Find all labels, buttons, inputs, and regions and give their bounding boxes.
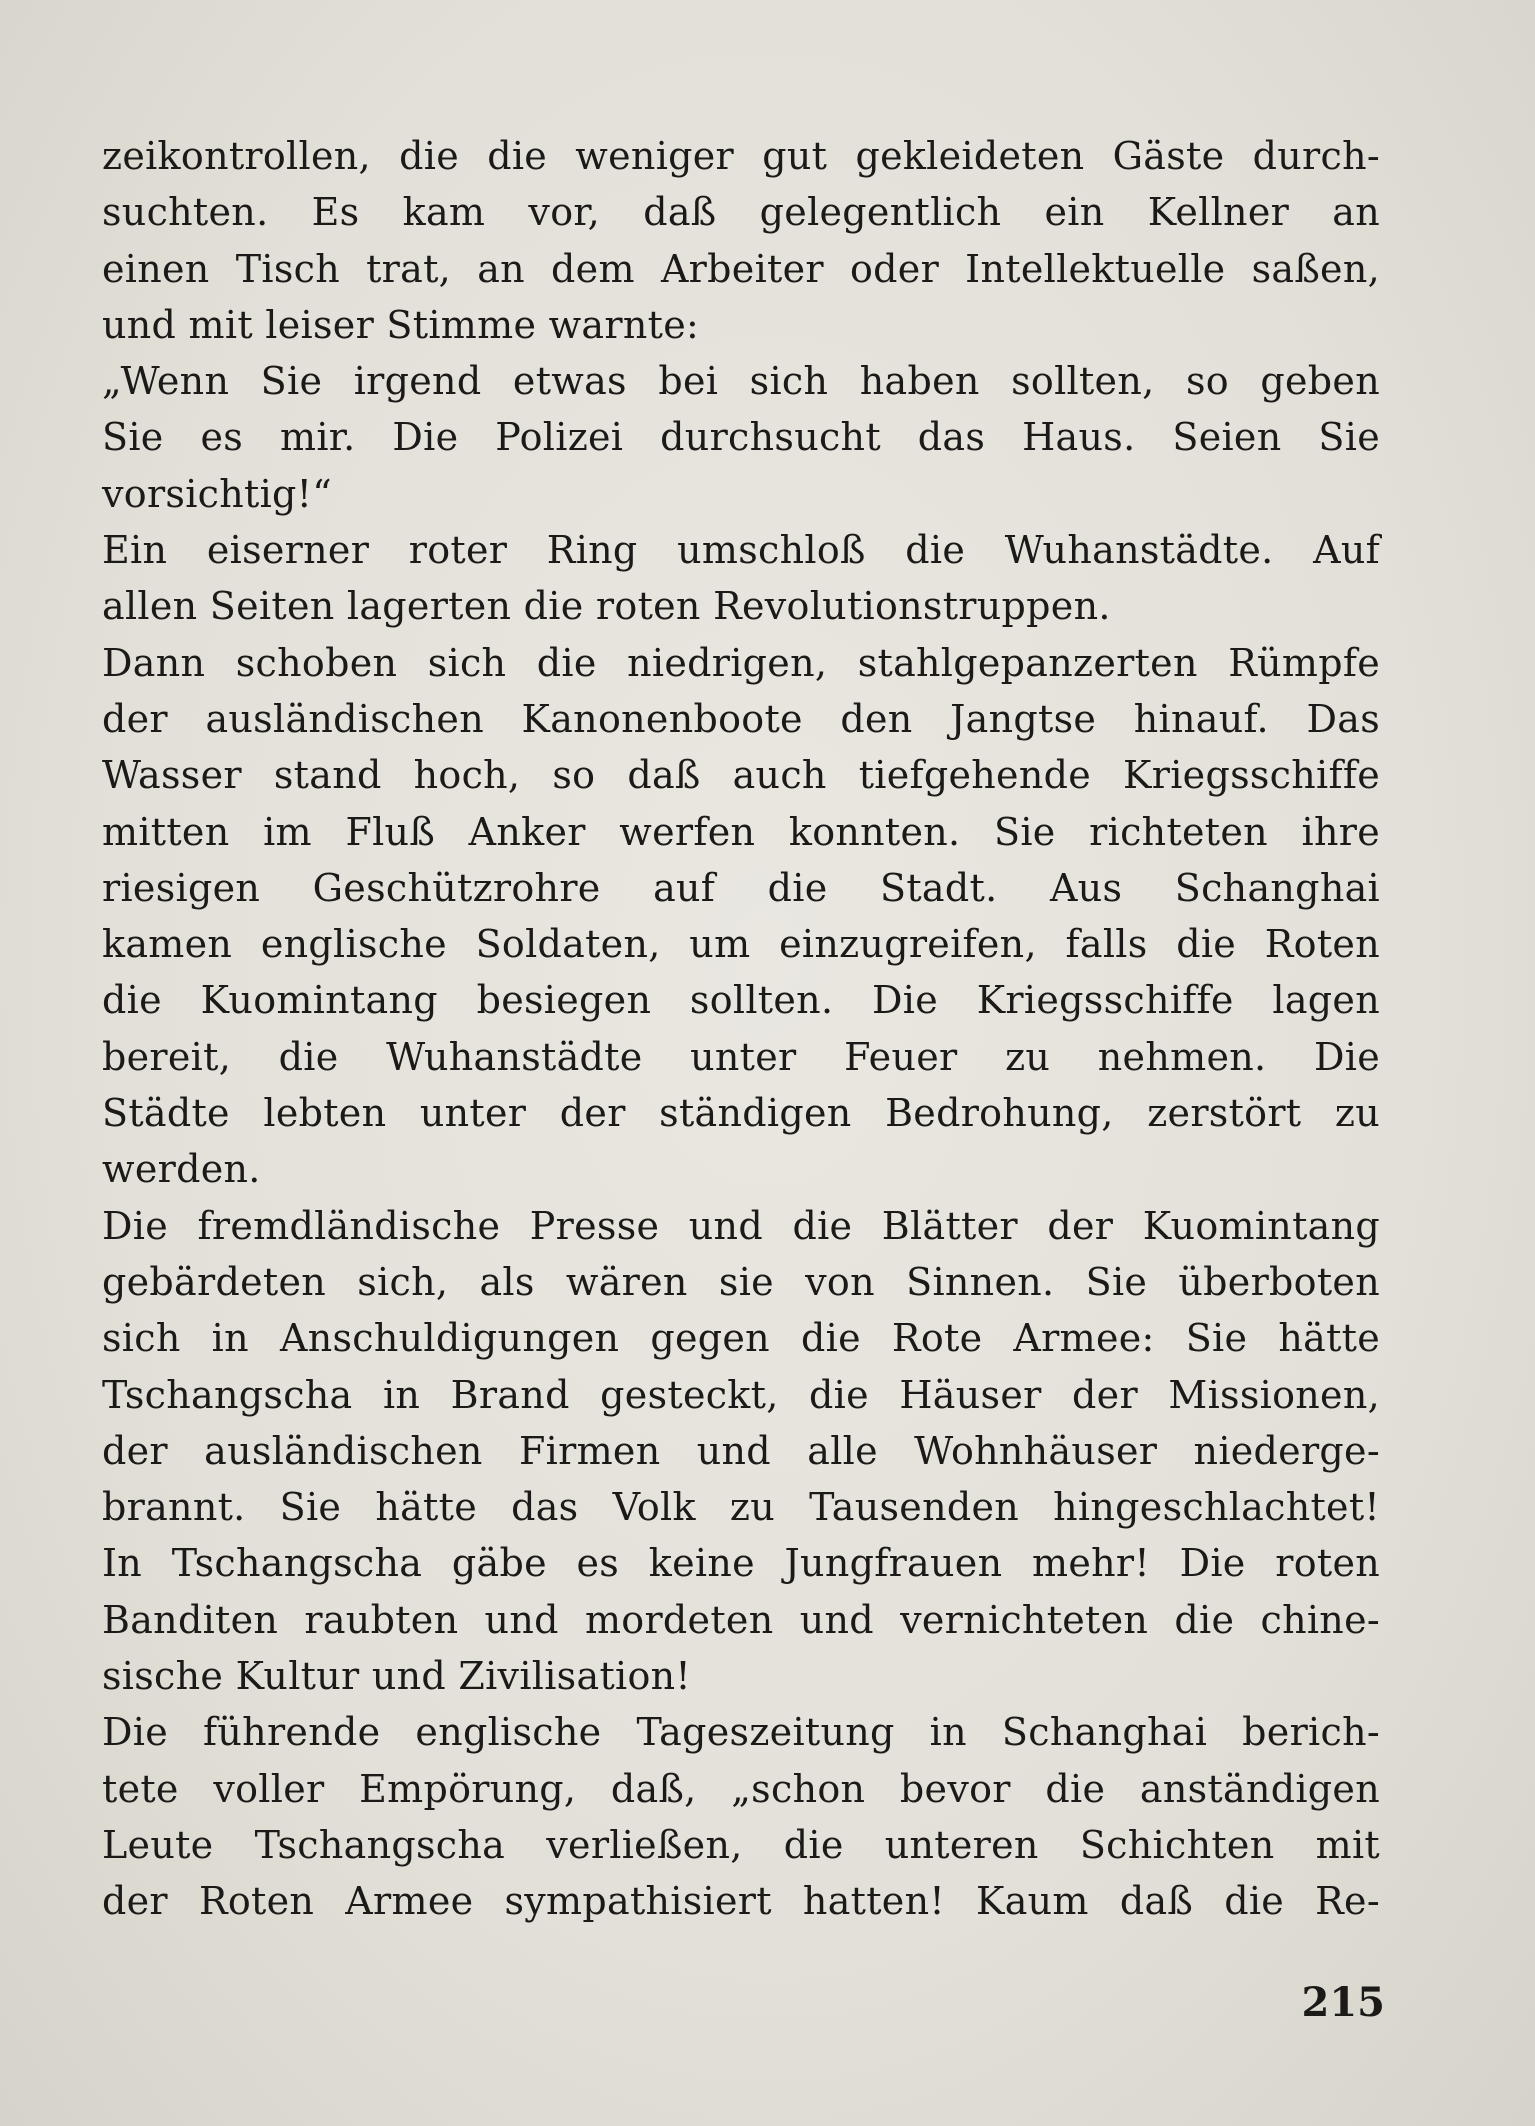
text-line: einen Tisch trat, an dem Arbeiter oder Intellektuelle saßen, <box>102 246 1380 291</box>
text-line: und mit leiser Stimme warnte: <box>102 302 700 347</box>
text-line: Dann schoben sich die niedrigen, stahlgepanzerten Rümpfe <box>102 640 1380 685</box>
text-line: Ein eiserner roter Ring umschloß die Wuhanstädte. Auf <box>102 528 1380 573</box>
text-line: Tschangscha in Brand gesteckt, die Häuser der Missionen, <box>102 1372 1380 1417</box>
text-line: Die fremdländische Presse und die Blätter der Kuomintang <box>102 1203 1380 1248</box>
text-line: der ausländischen Kanonenboote den Jangtse hinauf. Das <box>102 696 1380 741</box>
text-line: sich in Anschuldigungen gegen die Rote Armee: Sie hätte <box>102 1316 1380 1361</box>
text-line: tete voller Empörung, daß, „schon bevor die anständigen <box>102 1766 1380 1811</box>
text-line: bereit, die Wuhanstädte unter Feuer zu nehmen. Die <box>102 1034 1380 1079</box>
text-line: Die führende englische Tageszeitung in Schanghai berich- <box>102 1710 1380 1755</box>
text-line: allen Seiten lagerten die roten Revolutionstruppen. <box>102 584 1111 629</box>
text-line: die Kuomintang besiegen sollten. Die Kriegsschiffe lagen <box>102 978 1380 1023</box>
text-line: kamen englische Soldaten, um einzugreifen, falls die Roten <box>102 922 1380 967</box>
text-line: „Wenn Sie irgend etwas bei sich haben sollten, so geben <box>102 359 1380 404</box>
text-line: mitten im Fluß Anker werfen konnten. Sie richteten ihre <box>102 809 1380 854</box>
text-line: werden. <box>102 1147 261 1192</box>
text-line: In Tschangscha gäbe es keine Jungfrauen mehr! Die roten <box>102 1541 1380 1586</box>
text-line: riesigen Geschützrohre auf die Stadt. Aus Schanghai <box>102 865 1380 910</box>
text-line: Banditen raubten und mordeten und vernichteten die chine- <box>102 1597 1380 1642</box>
text-line: vorsichtig!“ <box>102 471 332 516</box>
text-line: Leute Tschangscha verließen, die unteren Schichten mit <box>102 1822 1380 1867</box>
text-line: gebärdeten sich, als wären sie von Sinnen. Sie überboten <box>102 1259 1380 1304</box>
text-line: Städte lebten unter der ständigen Bedrohung, zerstört zu <box>102 1091 1380 1136</box>
text-line: brannt. Sie hätte das Volk zu Tausenden hingeschlachtet! <box>102 1485 1380 1530</box>
text-line: suchten. Es kam vor, daß gelegentlich ein Kellner an <box>102 190 1380 235</box>
body-text <box>102 128 1380 1930</box>
text-line: der ausländischen Firmen und alle Wohnhäuser niederge- <box>102 1428 1380 1473</box>
page-number: 215 <box>1301 1979 1385 2026</box>
text-line: Wasser stand hoch, so daß auch tiefgehende Kriegsschiffe <box>102 753 1380 798</box>
text-line: der Roten Armee sympathisiert hatten! Kaum daß die Re- <box>102 1879 1380 1924</box>
text-line: zeikontrollen, die die weniger gut gekleideten Gäste durch- <box>102 134 1380 178</box>
text-line: sische Kultur und Zivilisation! <box>102 1654 691 1699</box>
text-line: Sie es mir. Die Polizei durchsucht das Haus. Seien Sie <box>102 415 1380 460</box>
